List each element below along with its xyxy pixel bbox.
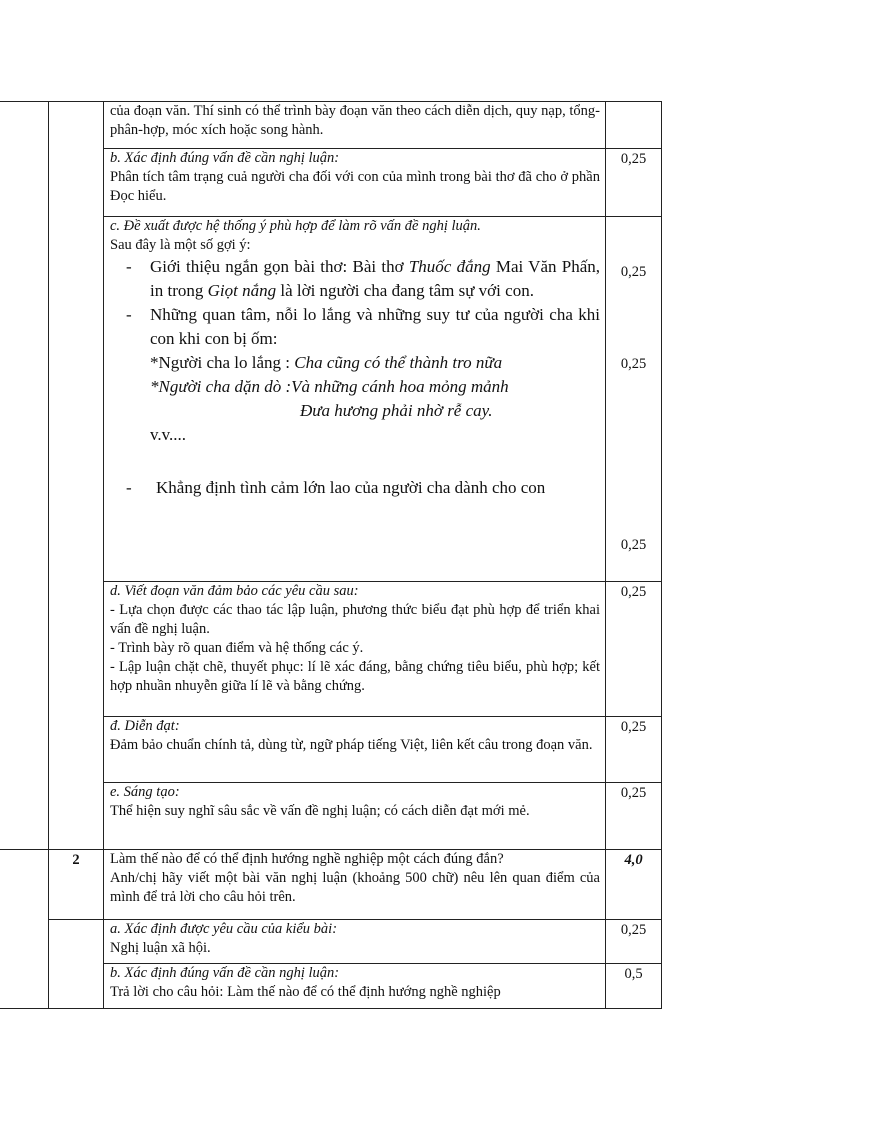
score-value: 0,25 [620,922,647,938]
section-column [0,850,49,1009]
grading-table [0,101,662,1009]
score-value: 0,25 [620,719,647,735]
criterion-heading: a. Xác định được yêu cầu của kiểu bài: [110,921,338,937]
score-value: 0,25 [620,584,647,600]
list-item [110,255,600,303]
score-stack [606,217,661,581]
criterion-text: - Lựa chọn được các thao tác lập luận, phương thức biểu đạt phù hợp để triển khai vấn đề nghị luận. [110,602,600,637]
criterion-text: Thể hiện suy nghĩ sâu sắc về vấn đề nghị luận; có cách diễn đạt mới mẻ. [110,803,530,819]
dash-bullet: - [126,305,132,324]
score-value: 0,25 [620,537,647,553]
criterion-text: Phân tích tâm trạng cuả người cha đối với con của mình trong bài thơ đã cho ở phần Đọc hiểu. [110,169,600,204]
score-value: 0,5 [624,966,643,982]
list-item-text: Những quan tâm, nỗi lo lắng và những suy tư của người cha khi con khi con bị ốm: [150,305,600,348]
list-item-text: Giới thiệu ngắn gọn bài thơ: Bài thơ [150,257,409,276]
criterion-heading: đ. Diễn đạt: [110,718,180,734]
criterion-heading: c. Đề xuất được hệ thống ý phù hợp để làm rõ vấn đề nghị luận. [110,218,481,234]
criterion-intro: Sau đây là một số gợi ý: [110,237,251,253]
quote-line: Đưa hương phải nhờ rễ cay. [300,401,493,420]
list-item [110,476,600,500]
list-item-text: Mai Văn Phấn, in trong [150,257,601,300]
criterion-text: Đảm bảo chuẩn chính tả, dùng từ, ngữ pháp tiếng Việt, liên kết câu trong đoạn văn. [110,737,593,753]
poem-title: Thuốc đắng [408,257,491,276]
row-text: của đoạn văn. Thí sinh có thể trình bày đoạn văn theo cách diễn dịch, quy nạp, tổng-phân-hợp, móc xích hoặc song hành. [110,103,600,138]
quote-line: *Người cha dặn dò :Và những cánh hoa mỏng mảnh [150,377,509,396]
criterion-heading: b. Xác định đúng vấn đề cần nghị luận: [110,150,340,166]
table-row [0,850,662,920]
criterion-text: - Lập luận chặt chẽ, thuyết phục: lí lẽ xác đáng, bằng chứng tiêu biểu, phù hợp; kết hợp nhuần nhuyễn giữa lí lẽ và bằng chứng. [110,659,600,694]
quote-label: *Người cha lo lắng : [150,353,295,372]
table-row [0,920,662,964]
score-cell [606,102,662,149]
criterion-text: Trả lời cho câu hỏi: Làm thế nào để có thể định hướng nghề nghiệp [110,984,501,1000]
score-value: 0,25 [620,264,647,280]
number-column [49,102,104,850]
number-column [49,920,104,1009]
dash-bullet: - [126,478,132,497]
table-row [0,102,662,149]
section-column [0,102,49,850]
score-value: 0,25 [620,151,647,167]
criterion-text: Nghị luận xã hội. [110,940,211,956]
score-value: 0,25 [620,785,647,801]
list-item [110,303,600,351]
list-item-text: là lời người cha đang tâm sự với con. [276,281,534,300]
criterion-heading: b. Xác định đúng vấn đề cần nghị luận: [110,965,340,981]
question-text: Anh/chị hãy viết một bài văn nghị luận (khoảng 500 chữ) nêu lên quan điểm của mình để trả lời cho câu hỏi trên. [110,870,600,905]
question-text: Làm thế nào để có thể định hướng nghề nghiệp một cách đúng đắn? [110,851,504,867]
total-score: 4,0 [624,852,643,868]
question-number: 2 [72,852,80,868]
quote-line [110,351,600,375]
book-title: Giọt nắng [207,281,277,300]
etc-text: v.v.... [150,425,187,444]
suggestion-list [110,255,600,351]
score-value: 0,25 [620,356,647,372]
quote-text: Cha cũng có thể thành tro nữa [294,353,503,372]
criterion-heading: e. Sáng tạo: [110,784,180,800]
dash-bullet: - [126,257,132,276]
criterion-heading: d. Viết đoạn văn đảm bảo các yêu cầu sau: [110,583,359,599]
suggestion-list [110,476,600,500]
criterion-text: - Trình bày rõ quan điểm và hệ thống các ý. [110,640,364,656]
list-item-text: Khẳng định tình cảm lớn lao của người cha dành cho con [156,478,546,497]
